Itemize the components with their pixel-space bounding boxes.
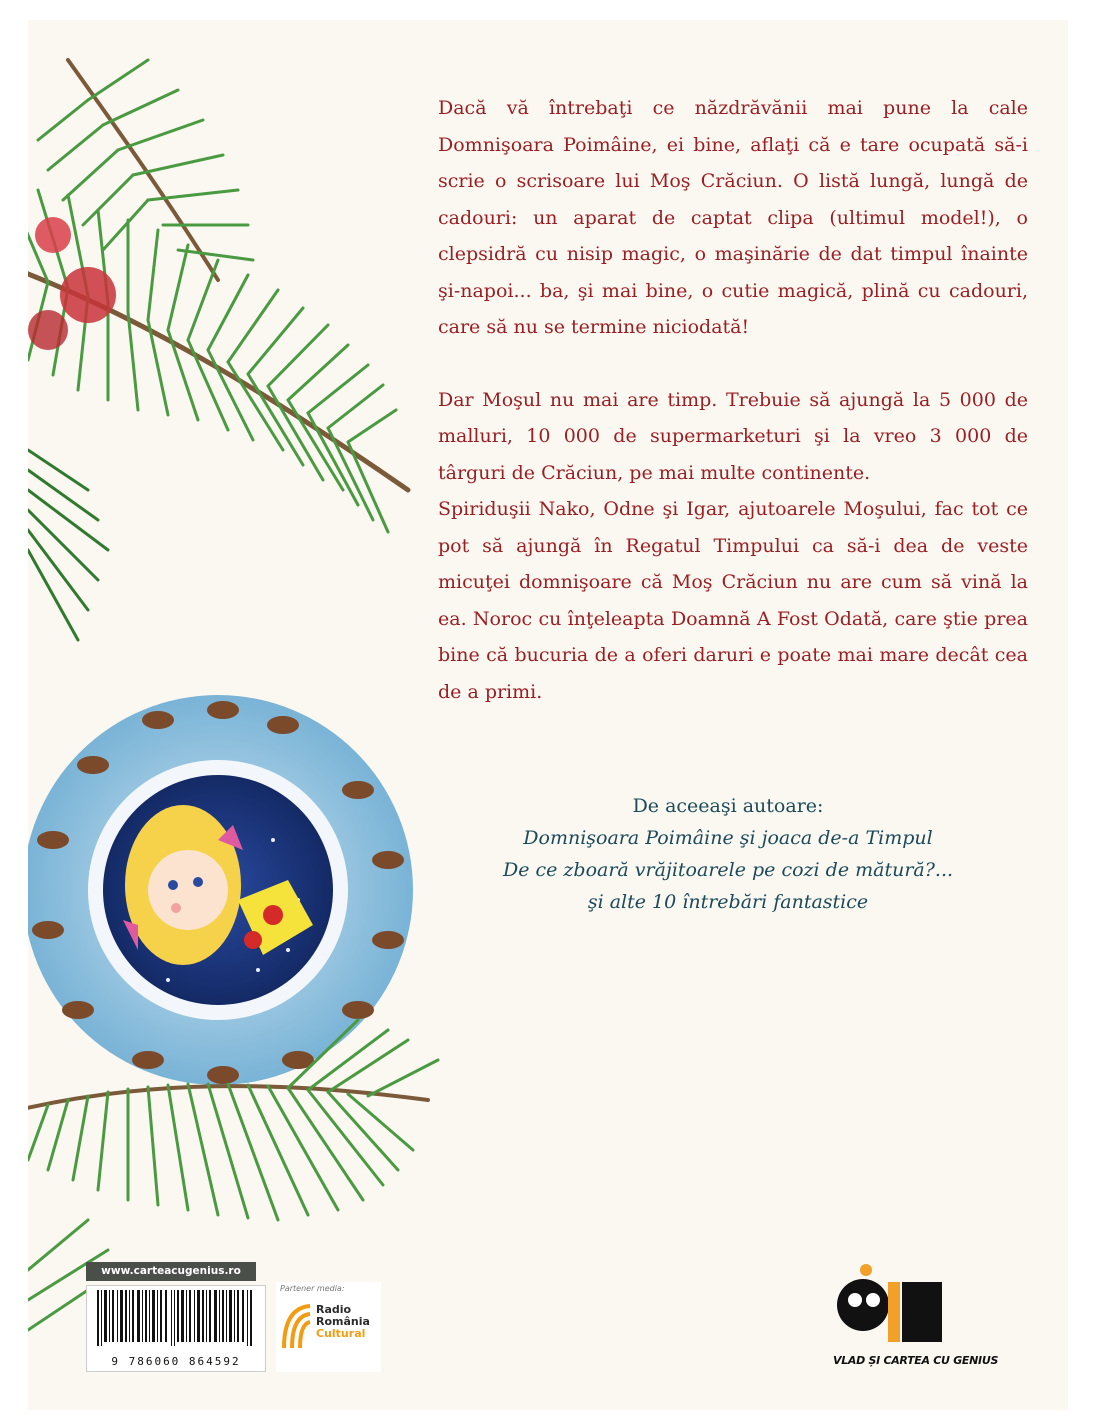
partner-name-line-3: Cultural — [316, 1327, 366, 1340]
partner-name — [316, 1304, 370, 1340]
christmas-ornament-illustration — [28, 695, 413, 1085]
also-by-title: şi alte 10 întrebări fantastice — [587, 891, 869, 913]
partner-label: Partener media: — [280, 1284, 345, 1293]
publisher-mascot-logo — [837, 1264, 942, 1342]
barcode-icon — [87, 1286, 265, 1348]
blurb-paragraph-3: Spiriduşii Nako, Odne şi Igar, ajutoarele Moşului, fac tot ce pot să ajungă în Regatul Timpului ca să-i dea de veste micuţei domnişoare că Moş Crăciun nu are cum să vină la ea. Noroc cu înţeleapta Doamnă A Fost Odată, care ştie prea bine că bucuria de a oferi daruri e poate mai mare decât cea de a primi. — [438, 498, 1028, 703]
book-back-cover — [28, 20, 1068, 1410]
pine-branch-top-icon — [28, 60, 408, 640]
book-blurb — [438, 90, 1028, 746]
isbn-number: 9 786060 864592 — [111, 1355, 241, 1368]
publisher-website: www.carteacugenius.ro — [86, 1262, 256, 1281]
also-by-author — [468, 790, 988, 918]
publisher-logo-text: VLAD ȘI CARTEA CU GENIUS — [833, 1354, 999, 1367]
also-by-title: Domnişoara Poimâine şi joaca de-a Timpul — [523, 827, 933, 849]
media-partner — [276, 1282, 381, 1372]
partner-name-line-1: Radio — [316, 1303, 352, 1316]
partner-name-line-2: România — [316, 1315, 370, 1328]
radio-romania-cultural-logo — [280, 1302, 314, 1352]
also-by-title: De ce zboară vrăjitoarele pe cozi de mătură?... — [502, 859, 954, 881]
also-by-heading: De aceeaşi autoare: — [632, 795, 824, 817]
red-bauble-icon — [28, 217, 116, 350]
blurb-paragraph-2: Dar Moşul nu mai are timp. Trebuie să ajungă la 5 000 de malluri, 10 000 de supermarketuri şi la vreo 3 000 de târguri de Crăciun, pe mai multe continente. — [438, 388, 1028, 484]
isbn-barcode — [86, 1285, 266, 1372]
blurb-paragraph-1: Dacă vă întrebaţi ce năzdrăvănii mai pune la cale Domnişoara Poimâine, ei bine, aflaţi că e tare ocupată să-i scrie o scrisoare lui Moş Crăciun. O listă lungă, lungă de cadouri: un aparat de captat clipa (ultimul model!), o clepsidră cu nisip magic, o maşinărie de dat timpul înainte şi-napoi... ba, şi mai bine, o cutie magică, plină cu cadouri, care să nu se termine niciodată! — [438, 97, 1028, 338]
